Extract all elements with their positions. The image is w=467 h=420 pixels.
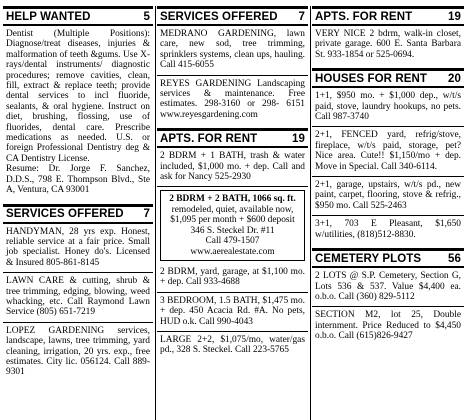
ad-text: 2+1, FENCED yard, refrig/stove, fireplace, w/t/s paid, storage, pet? Nice area. Cute!! $1,150/mo + dep. Move in Special. Call 340-6114. [315,130,461,172]
ad-text: 2 BDRM + 1 BATH, trash & water included, $1,000 mo. + dep. Call and ask for Nancy 525-2930 [160,151,305,183]
classified-ad [157,26,308,76]
ad-text: MEDRANO GARDENING, lawn care, new sod, tree trimming, sprinklers systems, clean ups, hauling. Call 415-6055 [160,29,305,71]
classified-column-2 [157,6,308,360]
classified-ad [157,264,308,293]
section-number: 7 [143,208,150,220]
section-header-houses-for-rent [312,68,464,88]
section-title: APTS. FOR RENT [160,132,258,145]
section-number: 5 [143,10,150,23]
column-divider [310,6,311,420]
section-number: 7 [298,10,305,23]
classified-ad [157,293,308,332]
ad-text: LARGE 2+2, $1,075/mo, water/gas pd., 328 S. Steckel. Call 223-5765 [160,334,305,356]
section-header-services-offered [157,6,308,26]
classified-ad [3,224,153,274]
section-title: APTS. FOR RENT [315,10,413,23]
ad-text: 3 BEDROOM, 1.5 BATH, $1,475 mo. + dep. 450 Acacia Rd. #A. No pets, HUD o.k. Call 990-4043 [160,295,305,327]
ad-headline: 2 BDRM + 2 BATH, 1066 sq. ft. [169,194,296,205]
classified-ad [312,268,464,307]
section-title: HELP WANTED [6,10,91,23]
section-number: 56 [448,252,461,265]
classified-ad [3,323,153,382]
ad-text: REYES GARDENING Landscaping services & maintenance. Free estimates. 298-3160 or 298- 6151 www.reyesgardening.com [160,78,305,120]
section-title: SERVICES OFFERED [6,208,124,220]
classified-column-1 [3,6,153,382]
classified-ad [157,76,308,125]
column-divider [155,6,156,420]
ad-text: 2 BDRM, yard, garage, at $1,100 mo. + dep. Call 933-4688 [160,266,305,288]
ad-text: LAWN CARE & cutting, shrub & tree trimming, edging, blowing, weed whacking, etc. Call Raymond Lawn Service (805) 651-7219 [6,276,150,318]
section-header-services-offered [3,204,153,224]
section-number: 20 [448,72,461,85]
section-header-cemetery-plots [312,248,464,268]
classified-ad [312,26,464,64]
section-number: 19 [292,132,305,145]
classified-ad [160,190,305,260]
classified-ad [312,307,464,345]
ad-text: Dentist (Multiple Positions): Diagnose/treat diseases, injuries & malformation of teeth &gums. Use X-rays/dental instruments/ diagnostic procedures; remove cavities, clean, fill, extract & replace teeth; provide dental services to incl fluoride, sealants, & oral hygiene. Instruct on diet, brushing, flossing, use of fluorides, dental care. Prescribe medications as needed. U.S. or foreign Professional Dentistry deg & CA Dentistry License. Resume: Dr. Jorge F. Sanchez, D.D.S., 798 E. Thompson Blvd., Ste A, Ventura, CA 93001 [6,29,150,196]
ad-text: 2+1, garage, upstairs, w/t/s pd., new paint, carpet, flooring, stove & refrig., $950 mo. Call 525-2463 [315,180,461,211]
section-number: 19 [448,10,461,23]
section-header-help-wanted [3,6,153,26]
classified-ad [3,26,153,200]
ad-text: VERY NICE 2 bdrm, walk-in closet, private garage. 600 E. Santa Barbara St. 933-1854 or 525-0694. [315,29,461,60]
section-header-apts-for-rent [312,6,464,26]
section-title: HOUSES FOR RENT [315,72,428,85]
ad-text: remodeled, quiet, available now, $1,095 per month + $600 deposit 346 S. Steckel Dr. #11 Call 479-1507 www.aerealestate.com [170,204,295,257]
classified-ad [3,273,153,323]
classified-column-3 [312,6,464,346]
ad-text: 3+1, 703 E Pleasant, $1,650 w/utilities, (818)512-8830. [315,219,461,240]
classified-ad [312,88,464,127]
section-title: CEMETERY PLOTS [315,252,422,265]
classified-ad [312,216,464,244]
ad-text: LOPEZ GARDENING services, landscape, lawns, tree trimming, yard cleaning, irrigation, 20 yrs. exp., free estimates. City lic. 056124. Call 889-9301 [6,325,150,378]
ad-text: HANDYMAN, 28 yrs exp. Honest, reliable service at a fair price. Small job specialist. Honey do's. Licensed & Insured 805-861-8145 [6,226,150,268]
section-title: SERVICES OFFERED [160,10,278,23]
ad-text: SECTION M2, lot 25, Double internment. Price Reduced to $4,450 o.b.o. Call (615)826-9427 [315,310,461,342]
classified-ad [157,332,308,360]
classified-ad [312,177,464,216]
classified-ad [157,148,308,187]
section-header-apts-for-rent [157,128,308,148]
classified-ad [312,127,464,177]
ad-text: 2 LOTS @ S.P. Cemetery, Section G, Lots 536 & 537. Value $4,400 ea. o.b.o. Call (360) 829-5112 [315,271,461,302]
ad-text: 1+1, $950 mo. + $1,000 dep., w/t/s paid, stove, laundry hookups, no pets. Call 987-3740 [315,91,461,123]
